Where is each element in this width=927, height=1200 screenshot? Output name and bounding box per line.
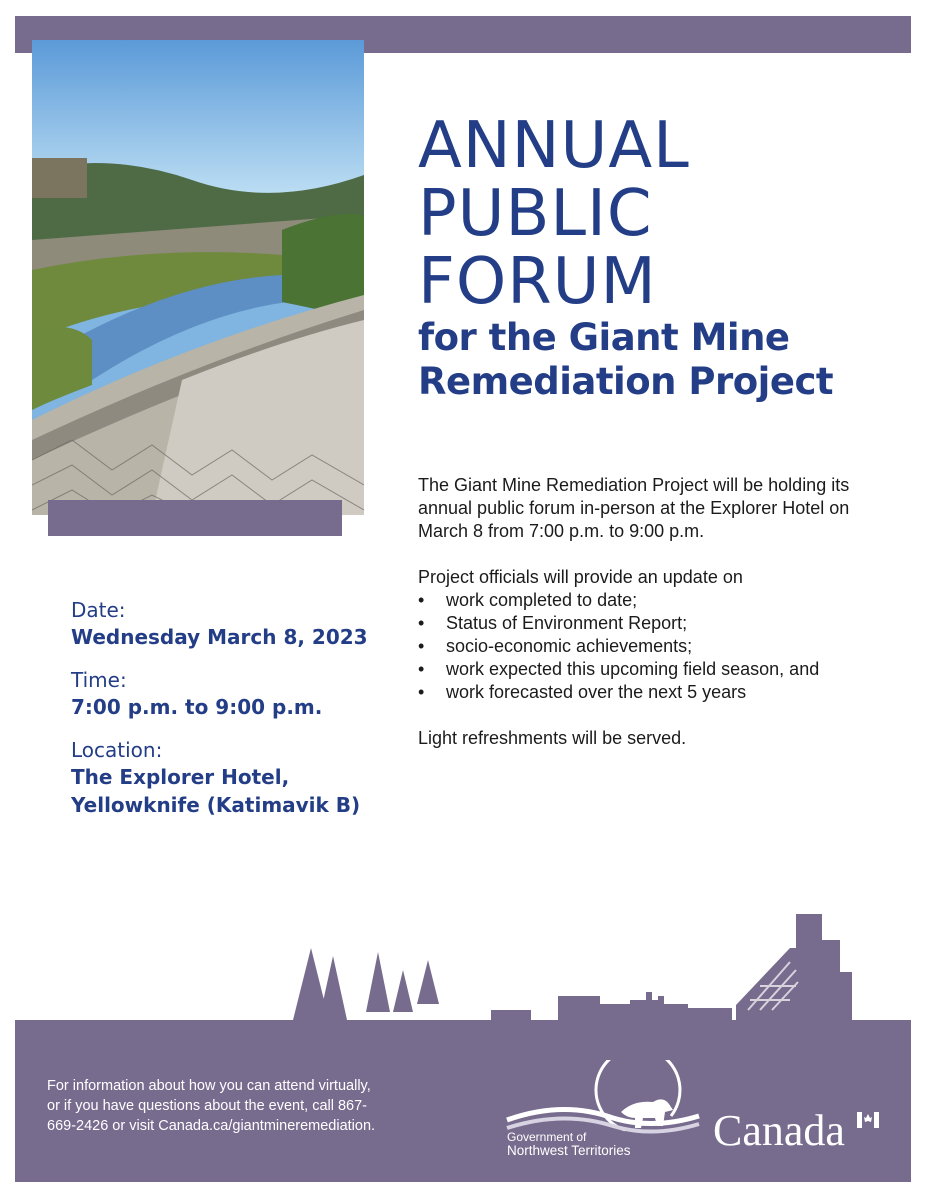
- intro-paragraph: The Giant Mine Remediation Project will be holding its annual public forum in-person at the Explorer Hotel on March 8 from 7:00 p.m. to 9:00 p.m.: [418, 475, 850, 541]
- location-line-1: The Explorer Hotel,: [71, 765, 290, 789]
- update-list: [418, 589, 888, 704]
- bullet-icon: •: [418, 590, 425, 610]
- subheadline-line-1: for the Giant Mine: [418, 316, 790, 359]
- headline-line-1: ANNUAL: [418, 109, 690, 183]
- headline-line-2: PUBLIC: [418, 177, 653, 251]
- list-item: • work forecasted over the next 5 years: [418, 682, 747, 702]
- time-value: 7:00 p.m. to 9:00 p.m.: [71, 695, 323, 719]
- gnwt-wordmark: [507, 1130, 631, 1158]
- bullet-icon: •: [418, 613, 425, 633]
- list-item: • socio-economic achievements;: [418, 636, 693, 656]
- date-value: Wednesday March 8, 2023: [71, 625, 368, 649]
- maple-leaf-flag-icon: [857, 1112, 879, 1128]
- event-details: [71, 597, 401, 835]
- footer-band: [15, 1020, 911, 1182]
- refreshments-note: Light refreshments will be served.: [418, 728, 687, 748]
- location-line-2: Yellowknife (Katimavik B): [71, 793, 361, 817]
- location-label: Location:: [71, 738, 163, 762]
- subheadline-line-2: Remediation Project: [418, 360, 834, 403]
- bullet-icon: •: [418, 636, 425, 656]
- headline: [418, 109, 898, 404]
- list-item: • Status of Environment Report;: [418, 613, 688, 633]
- update-lead: Project officials will provide an update on: [418, 567, 743, 587]
- canada-wordmark: Canada: [713, 1106, 845, 1155]
- photo-accent-band: [48, 500, 342, 536]
- bullet-icon: •: [418, 659, 425, 679]
- list-item: • work expected this upcoming field season, and: [418, 659, 820, 679]
- list-item: • work completed to date;: [418, 590, 638, 610]
- contact-info: For information about how you can attend virtually, or if you have questions about the event, call 867-669-2426 or visit Canada.ca/giantmineremediation.: [47, 1078, 376, 1134]
- headline-line-3: FORUM: [418, 245, 657, 319]
- event-description: [418, 474, 888, 750]
- time-label: Time:: [71, 668, 127, 692]
- date-label: Date:: [71, 598, 126, 622]
- gnwt-line-2: Northwest Territories: [507, 1143, 631, 1158]
- hero-photo: [32, 40, 364, 515]
- skyline-silhouette: [0, 900, 927, 1030]
- gnwt-line-1: Government of: [507, 1130, 587, 1144]
- bullet-icon: •: [418, 682, 425, 702]
